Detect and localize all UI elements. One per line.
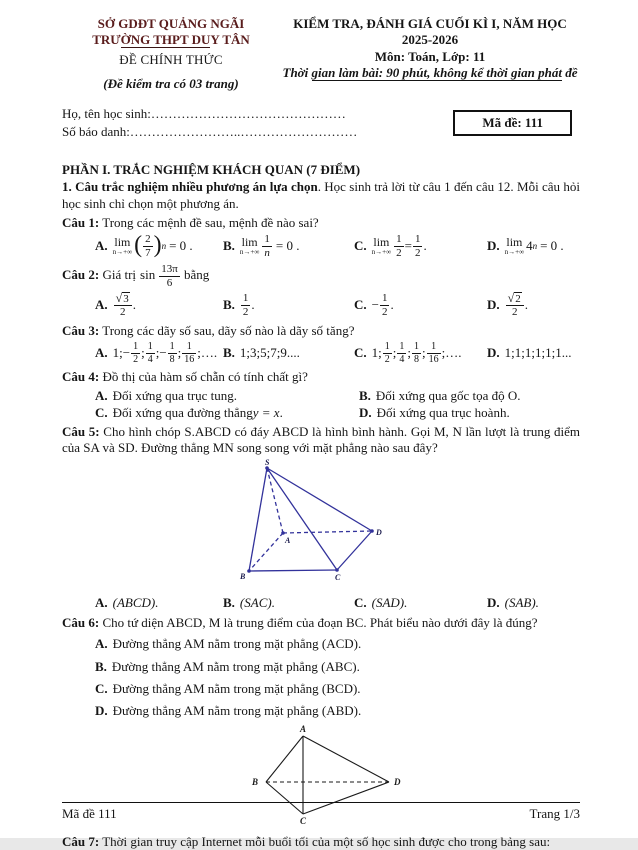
period: . [524,297,528,313]
q5-option-d: D. (SAB). [487,594,539,610]
option-letter: D. [487,345,500,361]
student-name-field: Họ, tên học sinh:……………………………………… [62,106,346,121]
question-2-text-post: bằng [184,267,210,283]
time-limit-line: Thời gian làm bài: 90 phút, không kể thời gian phát đề [282,64,578,80]
footer-exam-code: Mã đề 111 [62,805,117,821]
question-2-options [95,292,580,319]
option-letter: B. [223,238,235,254]
fraction: $\frac{1}{2}$ [242,292,249,318]
q4-option-c: C. Đối xứng qua đường thẳng y = x . [95,404,283,420]
option-letter: B. [223,297,235,313]
question-5-label: Câu 5: [62,424,100,439]
vertex-label-a: A [299,724,306,735]
option-letter: C. [354,297,367,313]
official-exam-label: ĐỀ CHÍNH THỨC [119,51,223,67]
fraction: $\frac{13\pi}{6}$ [161,263,178,289]
fraction: $\frac{1}{n}$ [264,233,270,259]
option-letter: C. [354,345,367,361]
period: . [390,297,394,313]
q6-option-b: B. Đường thẳng AM nằm trong mặt phẳng (ABC). [95,658,360,674]
limit-operator: lim n→+∞ [239,235,260,257]
student-info [62,106,580,148]
question-6-text: Cho tứ diện ABCD, M là trung điểm của đoạn BC. Phát biểu nào dưới đây là đúng? [102,615,538,630]
question-5-text: Cho hình chóp S.ABCD có đáy ABCD là hình bình hành. Gọi M, N lần lượt là trung điểm của SA và SD. Đường thẳng MN song song với mặt phẳng nào sau đây? [62,424,581,456]
option-letter: D. [487,238,500,254]
question-6 [62,615,580,631]
exam-pages-note: (Đề kiểm tra có 03 trang) [103,75,239,91]
fraction: $\frac{1}{2}$ [384,341,390,365]
q6-option-d: D. Đường thẳng AM nằm trong mặt phẳng (ABD). [95,703,362,718]
right-paren: ) [153,232,162,259]
question-4 [62,369,580,385]
question-3-text: Trong các dãy số sau, dãy số nào là dãy số tăng? [102,323,355,338]
q3-option-d [487,345,580,361]
pyramid-svg [204,459,439,589]
question-7 [62,834,580,850]
q1-option-a [95,233,223,259]
question-6-options [95,633,580,722]
part1-heading: PHẦN I. TRẮC NGHIỆM KHÁCH QUAN (7 ĐIỂM) [62,162,361,177]
option-letter: C. [354,238,367,254]
department-name: SỞ GDĐT QUẢNG NGÃI [97,16,245,31]
q2-option-a [95,292,223,319]
period: . [251,297,255,313]
minus-sign: − [371,297,379,313]
question-4-options-row1 [95,388,580,404]
q6-option-a: A. Đường thẳng AM nằm trong mặt phẳng (ACD). [95,636,362,652]
sqrt-fraction: $\frac{√2}{2}$ [506,292,524,319]
question-2-text-pre: Giá trị [102,267,137,283]
q1-option-d [487,236,580,256]
q2-option-d [487,292,580,319]
vertex-label-s: S [264,457,269,467]
q3-option-a: A. 1;− $\frac{1}{2}$ ; $\frac{1}{4}$ ;− $\frac{1}{8}$ ; $\frac{1}{16}$ ;…. [95,341,218,365]
power-base: 4 [526,238,533,254]
question-5-options [95,595,580,611]
footer-page-number: Trang 1/3 [529,805,580,821]
school-name: TRƯỜNG THPT DUY TÂN [92,32,250,48]
edge-ad-dashed [283,531,372,533]
sequence-text: 1;3;5;7;9.... [239,345,300,361]
q5-option-b: B. (SAC). [223,594,275,610]
question-1-label: Câu 1: [62,214,100,230]
question-7-text: Thời gian truy cập Internet mỗi buổi tối của một số học sinh được cho trong bảng sau: [102,833,551,849]
equals-tail: = 0 . [169,238,193,254]
vertex-label-c: C [299,816,306,827]
limit-operator: lim n→+∞ [112,235,133,257]
option-letter: A. [95,238,108,254]
vertex-label-a: A [284,535,290,545]
equals-tail: = 0 . [275,238,300,254]
fraction: $\frac{1}{2}$ [396,233,402,259]
equation: y = x [252,404,280,420]
radical-sign: √ [507,290,515,305]
pyramid-vertex-dots [247,466,374,573]
question-3-options [95,341,580,365]
fraction: $\frac{1}{2}$ [381,292,388,318]
fraction: $\frac{1}{16}$ [184,341,195,365]
vertex-label-b: B [251,777,258,788]
q4-option-b: B. Đối xứng qua gốc tọa độ O. [359,387,521,403]
header-left [62,16,280,92]
option-letter: A. [95,297,108,313]
q4-option-a: A. Đối xứng qua trục tung. [95,387,238,403]
student-id-field: Số báo danh:……………………..……………………… [62,124,358,140]
subject-line: Môn: Toán, Lớp: 11 [374,48,486,64]
radical-sign: √ [115,290,123,305]
fraction: $\frac{1}{4}$ [147,341,153,365]
option-letter: A. [95,345,108,361]
q4-option-d: D. Đối xứng qua trục hoành. [359,404,510,420]
option-letter: B. [223,345,235,361]
q1-option-c [354,233,487,259]
exponent: n [532,240,538,251]
question-4-text: Đồ thị của hàm số chẵn có tính chất gì? [102,369,308,385]
sin-operator: sin [140,267,156,283]
period: . [132,297,136,313]
edge-ab [266,736,303,782]
question-5 [62,424,580,457]
option-letter: D. [487,297,500,313]
exam-code-box: Mã đề: 111 [453,110,572,136]
school-name-underline: ỜNG THPT DU [120,32,211,48]
pyramid-figure [62,459,580,593]
fraction: $\frac{1}{4}$ [399,341,405,365]
vertex-label-b: B [239,571,245,581]
vertex-dot-a [281,531,285,535]
question-3 [62,323,580,339]
question-1-text: Trong các mệnh đề sau, mệnh đề nào sai? [102,214,319,230]
q5-option-a: A. (ABCD). [95,594,159,610]
vertex-dot-c [335,568,339,572]
vertex-label-d: D [375,527,382,537]
fraction: $\frac{1}{16}$ [428,341,439,365]
fraction: $\frac{1}{8}$ [414,341,420,365]
q6-option-c: C. Đường thẳng AM nằm trong mặt phẳng (BCD). [95,680,361,696]
vertex-label-d: D [393,777,400,788]
exponent: n [161,240,167,251]
fraction: $\frac{1}{2}$ [414,233,421,259]
sequence-text: 1;1;1;1;1;1... [504,345,572,361]
fraction: $\frac{1}{8}$ [169,341,175,365]
fraction: $\frac{2}{7}$ [145,233,151,259]
fraction: $\frac{1}{2}$ [133,341,139,365]
limit-operator: lim n→+∞ [504,235,525,257]
part1-instructions: 1. Câu trắc nghiệm nhiều phương án lựa chọn. Học sinh trả lời từ câu 1 đến câu 12. Mỗi câu hỏi học sinh chỉ chọn một phương án. [62,179,580,211]
vertex-dot-d [370,529,374,533]
period: . [423,238,427,254]
time-limit-underline: gian làm bài: 90 phút, không kể thời gian phát [311,64,562,80]
question-1 [62,215,580,231]
pyramid-vertex-labels [239,458,382,582]
q3-option-b [223,345,354,361]
vertex-dot-b [247,569,251,573]
q5-option-c: C. (SAD). [354,594,408,610]
edge-cd [337,531,372,570]
limit-operator: lim n→+∞ [371,235,392,257]
edge-sb [249,468,267,571]
question-7-label: Câu 7: [62,833,100,849]
left-paren: ( [134,232,143,259]
question-2-label: Câu 2: [62,267,100,283]
edge-sc [267,468,337,570]
page-footer [62,802,580,822]
question-2 [62,263,580,289]
question-3-label: Câu 3: [62,323,100,338]
question-6-label: Câu 6: [62,615,100,630]
edge-ad [303,736,389,782]
equals-sign: = [404,238,412,254]
edge-bc [249,570,337,571]
q3-option-c: C. 1; $\frac{1}{2}$ ; $\frac{1}{4}$ ; $\frac{1}{8}$ ; $\frac{1}{16}$ ;…. [354,341,462,365]
question-1-options [95,233,580,259]
question-4-options-row2 [95,405,580,421]
q2-option-b [223,292,354,318]
equals-tail: = 0 . [540,238,564,254]
edge-sd [267,468,372,531]
vertex-label-c: C [334,572,340,582]
q1-option-b [223,233,354,259]
q2-option-c [354,292,487,318]
pyramid-edges [249,468,372,571]
header-right [280,16,580,92]
exam-title: KIỂM TRA, ĐÁNH GIÁ CUỐI KÌ I, NĂM HỌC 2025-2026 [293,16,567,48]
edge-sa-dashed [267,468,283,533]
page-header [62,16,580,92]
question-4-label: Câu 4: [62,369,100,385]
sqrt-fraction: $\frac{√3}{2}$ [114,292,132,319]
